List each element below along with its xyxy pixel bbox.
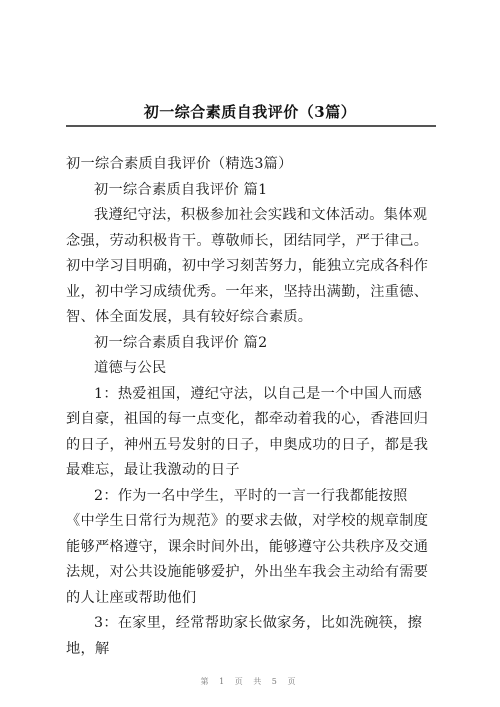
paragraph-heading-part-2: 初一综合素质自我评价 篇2 <box>94 334 268 351</box>
paragraph-subtitle: 初一综合素质自我评价（精选3篇） <box>66 156 293 172</box>
paragraph-item-3: 3：在家里，经常帮助家长做家务，比如洗碗筷，擦地，解 <box>66 615 423 657</box>
document-title: 初一综合素质自我评价（3篇） <box>143 103 357 121</box>
title-divider <box>66 125 436 127</box>
paragraph-item-2: 2：作为一名中学生，平时的一言一行我都能按照《中学生日常行为规范》的要求去做，对学校的规章制度能够严格遵守，课余时间外出，能够遵守公共秩序及交通法规，对公共设施能够爱护，外出坐车我会主动给有需要的人让座或帮助他们 <box>66 487 429 606</box>
paragraph-section-heading: 道德与公民 <box>94 360 167 376</box>
paragraph-part-1-body: 我遵纪守法，积极参加社会实践和文体活动。集体观念强，劳动积极肯干。尊敬师长，团结同学，严于律己。初中学习目明确，初中学习刻苦努力，能独立完成各科作业，初中学习成绩优秀。一年来，坚持出满勤，注重德、智、体全面发展，具有较好综合素质。 <box>66 207 429 325</box>
page-footer: 第 1 页 共 5 页 <box>200 677 300 686</box>
paragraph-heading-part-1: 初一综合素质自我评价 篇1 <box>94 181 268 198</box>
document-body <box>66 152 436 662</box>
paragraph-item-1: 1：热爱祖国，遵纪守法，以自己是一个中国人而感到自豪，祖国的每一点变化，都牵动着我的心，香港回归的日子，神州五号发射的日子，申奥成功的日子，都是我最难忘，最让我激动的日子 <box>66 385 429 478</box>
